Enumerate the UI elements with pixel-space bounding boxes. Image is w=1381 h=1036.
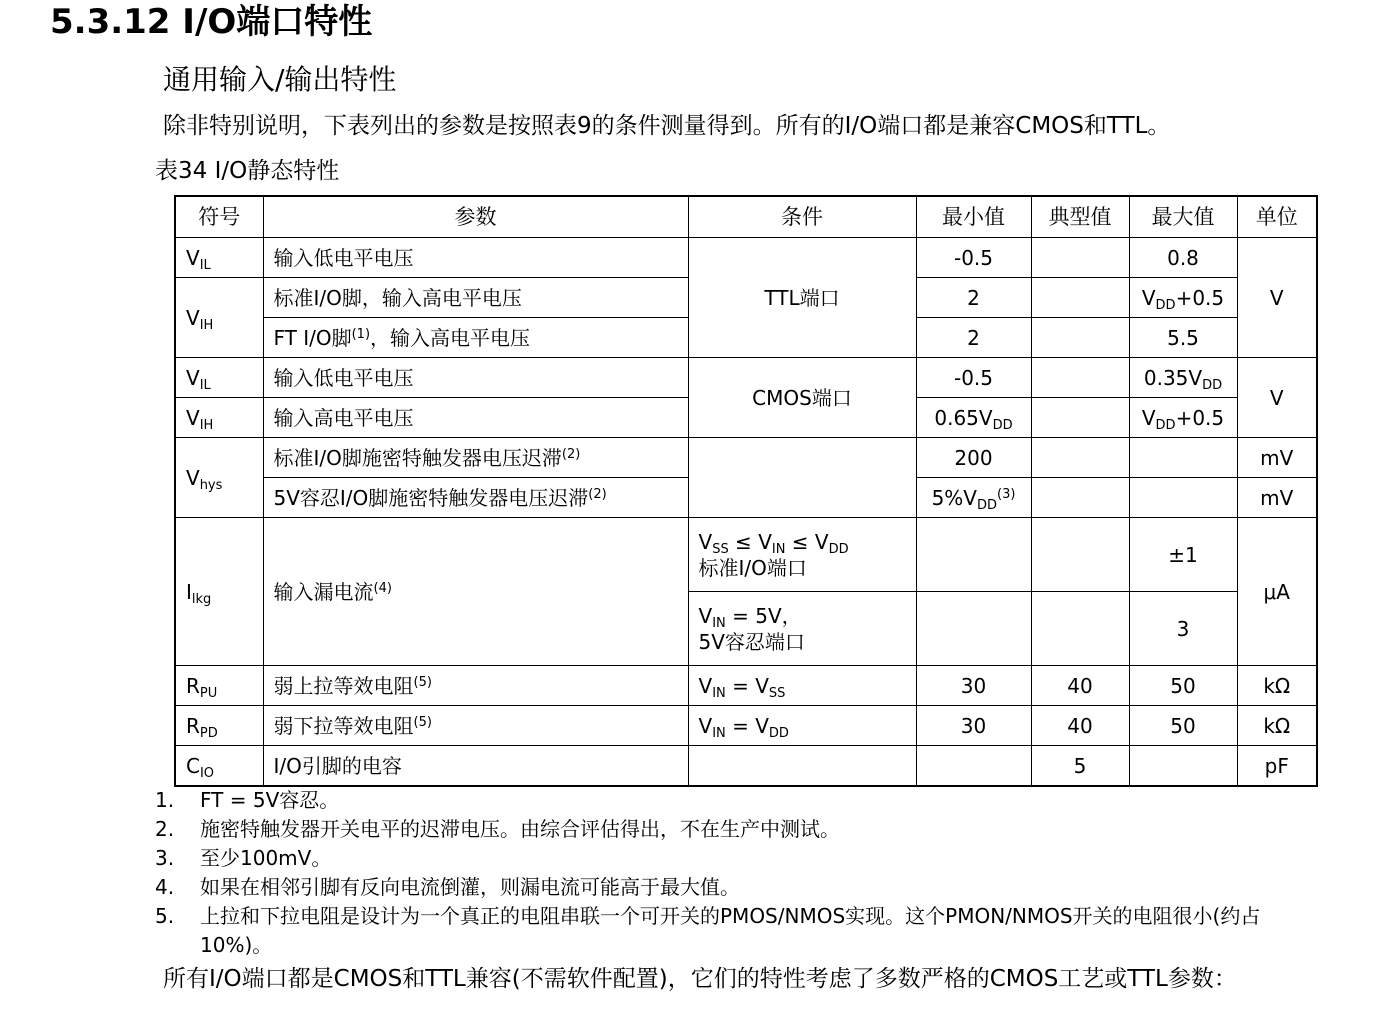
- max-cell: [1129, 438, 1237, 478]
- header-unit: 单位: [1237, 196, 1317, 238]
- condition-line: 标准I/O端口: [698, 555, 807, 580]
- parameter-cell: FT I/O脚$^{(1)}$，输入高电平电压: [263, 318, 688, 358]
- table-caption: 表34 I/O静态特性: [155, 158, 340, 184]
- typ-cell: [1031, 358, 1129, 398]
- typ-cell: [1031, 398, 1129, 438]
- table-row: [175, 666, 1317, 706]
- typ-cell: [1031, 318, 1129, 358]
- symbol-cell: $V_{IL}$: [175, 358, 263, 398]
- parameter-cell: 弱上拉等效电阻$^{(5)}$: [263, 666, 688, 706]
- max-cell: 0.8: [1129, 238, 1237, 278]
- min-cell: $5\%V_{DD}^{(3)}$: [916, 478, 1031, 518]
- min-cell: $0.65V_{DD}$: [916, 398, 1031, 438]
- typ-cell: [1031, 278, 1129, 318]
- section-title: 5.3.12 I/O端口特性: [50, 2, 373, 42]
- max-cell: [1129, 746, 1237, 787]
- parameter-cell: 输入低电平电压: [263, 358, 688, 398]
- footnote-number: 4.: [155, 875, 175, 899]
- footnote-text: 上拉和下拉电阻是设计为一个真正的电阻串联一个可开关的PMOS/NMOS实现。这个PMON/NMOS开关的电阻很小(约占10%)。: [200, 904, 1261, 957]
- min-cell: [916, 746, 1031, 787]
- symbol-cell: $R_{PD}$: [175, 706, 263, 746]
- header-parameter: 参数: [263, 196, 688, 238]
- symbol-cell: $C_{IO}$: [175, 746, 263, 787]
- footnote-item: [155, 815, 1325, 844]
- table-row: [175, 518, 1317, 592]
- symbol-cell: $I_{lkg}$: [175, 518, 263, 666]
- condition-cell: CMOS端口: [688, 358, 916, 438]
- footnote-item: [155, 786, 1325, 815]
- table-row: [175, 358, 1317, 398]
- footnote-number: 2.: [155, 817, 175, 841]
- max-cell: [1129, 478, 1237, 518]
- condition-cell: $V_{IN} = V_{SS}$: [688, 666, 916, 706]
- closing-paragraph: 所有I/O端口都是CMOS和TTL兼容(不需软件配置)，它们的特性考虑了多数严格的CMOS工艺或TTL参数：: [163, 966, 1237, 992]
- header-condition: 条件: [688, 196, 916, 238]
- min-cell: 30: [916, 706, 1031, 746]
- min-cell: [916, 518, 1031, 592]
- condition-cell: TTL端口: [688, 238, 916, 358]
- symbol-cell: $V_{IH}$: [175, 398, 263, 438]
- min-cell: 2: [916, 318, 1031, 358]
- parameter-cell: 输入高电平电压: [263, 398, 688, 438]
- header-min: 最小值: [916, 196, 1031, 238]
- max-cell: 50: [1129, 706, 1237, 746]
- subsection-title: 通用输入/输出特性: [163, 63, 397, 96]
- typ-cell: [1031, 238, 1129, 278]
- min-cell: 30: [916, 666, 1031, 706]
- unit-cell: V: [1237, 238, 1317, 358]
- condition-cell: [688, 592, 916, 666]
- parameter-cell: 标准I/O脚施密特触发器电压迟滞$^{(2)}$: [263, 438, 688, 478]
- footnote-item: [155, 902, 1325, 960]
- min-cell: 200: [916, 438, 1031, 478]
- symbol-cell: $V_{hys}$: [175, 438, 263, 518]
- condition-cell: $V_{IN} = V_{DD}$: [688, 706, 916, 746]
- io-static-characteristics-table: [174, 195, 1318, 787]
- header-symbol: 符号: [175, 196, 263, 238]
- max-cell: $V_{DD}+0.5$: [1129, 278, 1237, 318]
- min-cell: -0.5: [916, 238, 1031, 278]
- max-cell: 3: [1129, 592, 1237, 666]
- header-typ: 典型值: [1031, 196, 1129, 238]
- footnote-number: 3.: [155, 846, 175, 870]
- unit-cell: μA: [1237, 518, 1317, 666]
- parameter-cell: 弱下拉等效电阻$^{(5)}$: [263, 706, 688, 746]
- typ-cell: 40: [1031, 706, 1129, 746]
- parameter-cell: 标准I/O脚，输入高电平电压: [263, 278, 688, 318]
- intro-paragraph: 除非特别说明，下表列出的参数是按照表9的条件测量得到。所有的I/O端口都是兼容CMOS和TTL。: [163, 113, 1171, 139]
- parameter-cell: 输入漏电流$^{(4)}$: [263, 518, 688, 666]
- footnote-text: 如果在相邻引脚有反向电流倒灌，则漏电流可能高于最大值。: [200, 875, 740, 899]
- condition-line: 5V容忍端口: [698, 629, 805, 654]
- symbol-cell: $R_{PU}$: [175, 666, 263, 706]
- footnote-item: [155, 844, 1325, 873]
- symbol-cell: $V_{IH}$: [175, 278, 263, 358]
- footnotes: [155, 786, 1325, 960]
- unit-cell: kΩ: [1237, 666, 1317, 706]
- unit-cell: kΩ: [1237, 706, 1317, 746]
- footnote-text: FT = 5V容忍。: [200, 788, 340, 812]
- condition-cell: [688, 746, 916, 787]
- typ-cell: [1031, 438, 1129, 478]
- symbol-cell: $V_{IL}$: [175, 238, 263, 278]
- min-cell: [916, 592, 1031, 666]
- typ-cell: 5: [1031, 746, 1129, 787]
- footnote-text: 施密特触发器开关电平的迟滞电压。由综合评估得出，不在生产中测试。: [200, 817, 840, 841]
- table-row: [175, 746, 1317, 787]
- min-cell: -0.5: [916, 358, 1031, 398]
- max-cell: $0.35V_{DD}$: [1129, 358, 1237, 398]
- max-cell: 5.5: [1129, 318, 1237, 358]
- footnote-number: 5.: [155, 904, 175, 928]
- unit-cell: V: [1237, 358, 1317, 438]
- table-row: [175, 706, 1317, 746]
- table-header-row: [175, 196, 1317, 238]
- condition-cell: [688, 438, 916, 518]
- unit-cell: mV: [1237, 478, 1317, 518]
- footnote-text: 至少100mV。: [200, 846, 332, 870]
- max-cell: 50: [1129, 666, 1237, 706]
- header-max: 最大值: [1129, 196, 1237, 238]
- table-row: [175, 238, 1317, 278]
- min-cell: 2: [916, 278, 1031, 318]
- unit-cell: mV: [1237, 438, 1317, 478]
- max-cell: ±1: [1129, 518, 1237, 592]
- condition-line: $V_{SS} \le V_{IN} \le V_{DD}$: [698, 529, 849, 557]
- unit-cell: pF: [1237, 746, 1317, 787]
- typ-cell: [1031, 518, 1129, 592]
- max-cell: $V_{DD}+0.5$: [1129, 398, 1237, 438]
- parameter-cell: 输入低电平电压: [263, 238, 688, 278]
- condition-line: $V_{IN} = 5V$，: [698, 603, 802, 631]
- parameter-cell: I/O引脚的电容: [263, 746, 688, 787]
- typ-cell: [1031, 478, 1129, 518]
- footnote-item: [155, 873, 1325, 902]
- condition-cell: [688, 518, 916, 592]
- typ-cell: [1031, 592, 1129, 666]
- table-row: [175, 438, 1317, 478]
- footnote-number: 1.: [155, 788, 175, 812]
- typ-cell: 40: [1031, 666, 1129, 706]
- parameter-cell: 5V容忍I/O脚施密特触发器电压迟滞$^{(2)}$: [263, 478, 688, 518]
